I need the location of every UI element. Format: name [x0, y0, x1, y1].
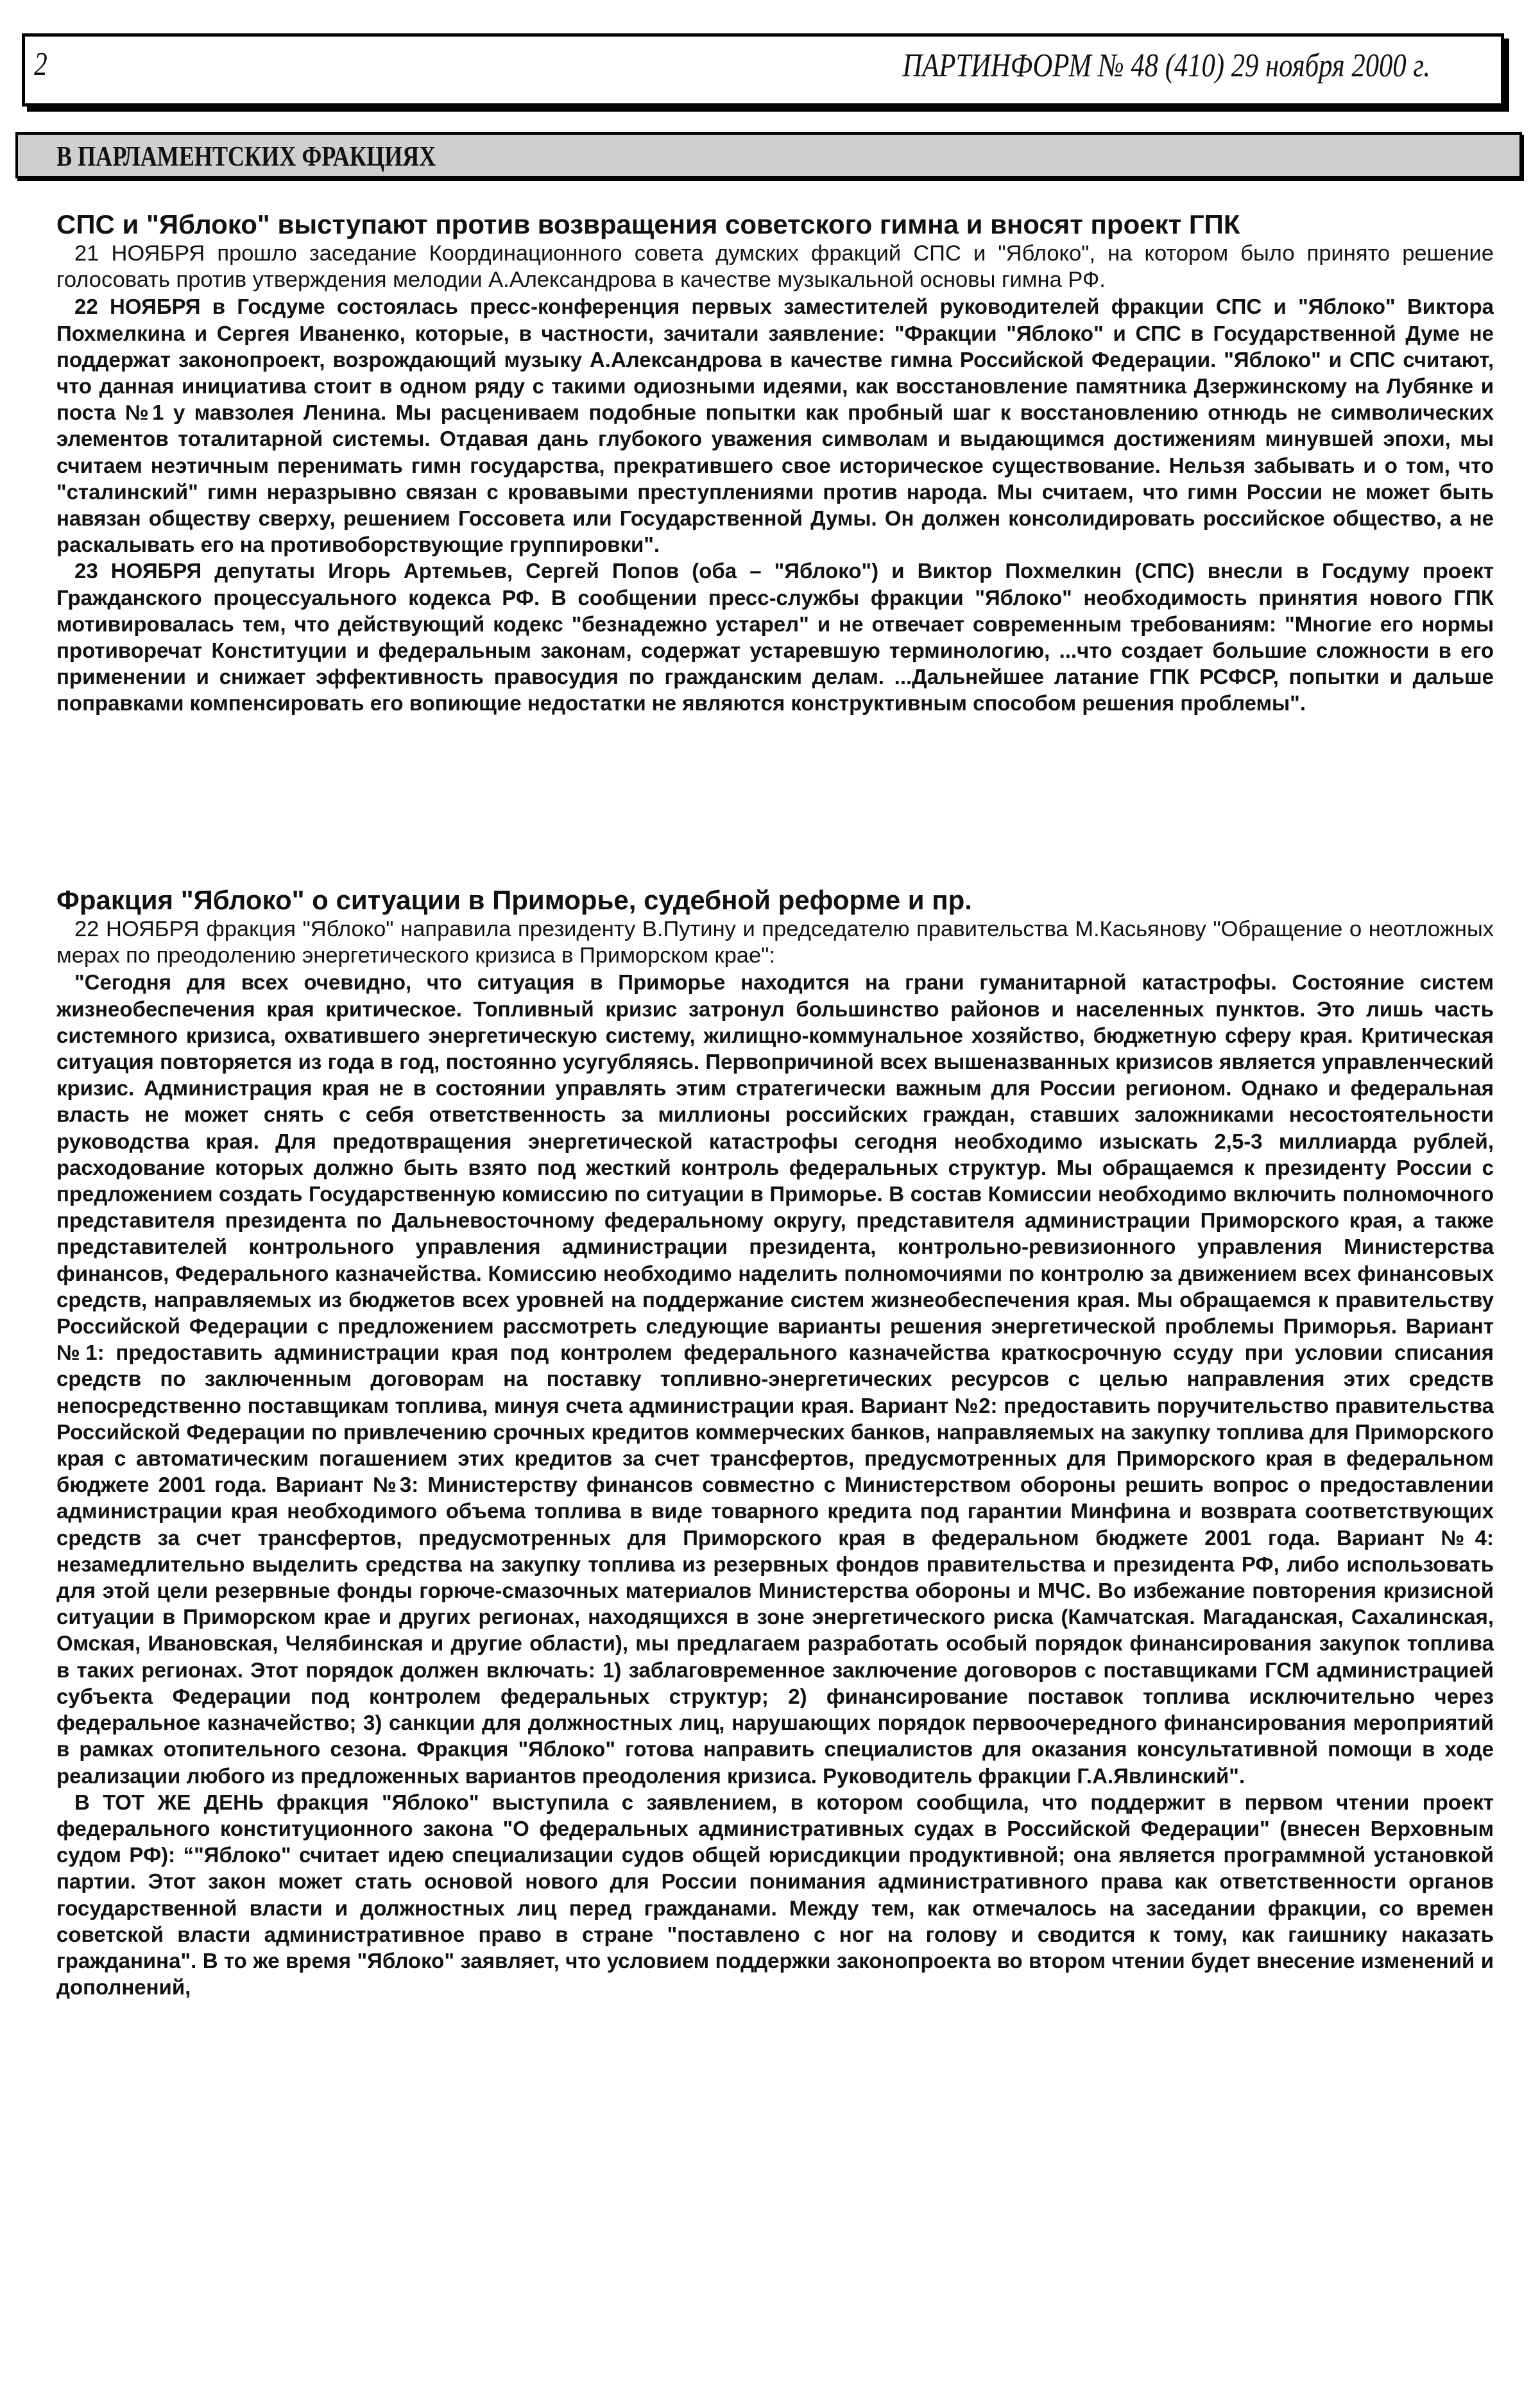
article-2-paragraph: "Сегодня для всех очевидно, что ситуация в Приморье находится на грани гуманитарной катастрофы. Состояние систем жизнеобеспечения края критическое. Топливный кризис затронул большинство районов и населенных пунктов. Это лишь часть системного кризиса, охватившего энергетическую систему, жилищно-коммунальное хозяйство, бюджетную сферу края. Критическая ситуация повторяется из года в год, постоянно усугубляясь. Первопричиной всех вышеназванных кризисов является управленческий кризис. Администрация края не в состоянии управлять этим стратегически важным для России регионом. Однако и федеральная власть не может снять с себя ответственность за миллионы российских граждан, ставших заложниками несостоятельности руководства края. Для предотвращения энергетической катастрофы сегодня необходимо изыскать 2,5-3 миллиарда рублей, расходование которых должно быть взято под жесткий контроль федеральных структур. Мы обращаемся к президенту России с предложением создать Государственную комиссию по ситуации в Приморье. В состав Комиссии необходимо включить полномочного представителя президента по Дальневосточному федеральному округу, представителя администрации Приморского края, а также представителей контрольного управления администрации президента, контрольно-ревизионного управления Министерства финансов, Федерального казначейства. Комиссию необходимо наделить полномочиями по контролю за движением всех финансовых средств, направляемых из бюджетов всех уровней на поддержание систем жизнеобеспечения края. Мы обращаемся к правительству Российской Федерации с предложением рассмотреть следующие варианты решения энергетической проблемы Приморья. Вариант №1: предоставить администрации края под контролем федерального казначейства краткосрочную ссуду при условии списания средств по заключенным договорам на поставку топливно-энергетических ресурсов с целью направления этих средств непосредственно поставщикам топлива, минуя счета администрации края. Вариант №2: предоставить поручительство правительства Российской Федерации по привлечению срочных кредитов коммерческих банков, направляемых на закупку топлива для Приморского края с автоматическим погашением этих кредитов за счет трансфертов, предусмотренных для Приморского края в федеральном бюджете 2001 года. Вариант №3: Министерству финансов совместно с Министерством обороны решить вопрос о предоставлении администрации края необходимого объема топлива в виде товарного кредита под гарантии Минфина и возврата соответствующих средств за счет трансфертов, предусмотренных для Приморского края в федеральном бюджете 2001 года. Вариант №4: незамедлительно выделить средства на закупку топлива из резервных фондов правительства и президента РФ, либо использовать для этой цели резервные фонды горюче-смазочных материалов Министерства обороны и МЧС. Во избежание повторения кризисной ситуации в Приморском крае и других регионах, находящихся в зоне энергетического риска (Камчатская. Магаданская, Сахалинская, Омская, Ивановская, Челябинская и другие области), мы предлагаем разработать особый порядок финансирования закупок топлива в таких регионах. Этот порядок должен включать: 1) заблаговременное заключение договоров с поставщиками ГСМ администрацией субъекта Федерации под контролем федеральных структур; 2) финансирование поставок топлива исключительно через федеральное казначейство; 3) санкции для должностных лиц, нарушающих порядок первоочередного финансирования мероприятий в рамках отопительного сезона. Фракция "Яблоко" готова направить специалистов для оказания консультативной помощи в ходе реализации любого из предложенных вариантов преодоления кризиса. Руководитель фракции Г.А.Явлинский".: [56, 970, 1494, 1788]
article-2-paragraph: 22 НОЯБРЯ фракция "Яблоко" направила президенту В.Путину и председателю правительства М.Касьянову "Обращение о неотложных мерах по преодолению энергетического кризиса в Приморском крае":: [56, 917, 1494, 968]
article-1-title: СПС и "Яблоко" выступают против возвращения советского гимна и вносят проект ГПК: [56, 209, 1240, 239]
article-1-paragraph: 23 НОЯБРЯ депутаты Игорь Артемьев, Сергей Попов (оба – "Яблоко") и Виктор Похмелкин (СПС) внесли в Госдуму проект Гражданского процессуального кодекса РФ. В сообщении пресс-службы фракции "Яблоко" необходимость принятия нового ГПК мотивировалась тем, что действующий кодекс "безнадежно устарел" и не отвечает современным требованиям: "Многие его нормы противоречат Конституции и федеральным законам, содержат устаревшую терминологию, ...что создает большие сложности в его применении и снижает эффективность правосудия по гражданским делам. ...Дальнейшее латание ГПК РСФСР, попытки и дальше поправками компенсировать его вопиющие недостатки не являются конструктивным способом решения проблемы".: [56, 559, 1494, 715]
article-1: [56, 209, 1494, 717]
article-1-paragraph: 21 НОЯБРЯ прошло заседание Координационного совета думских фракций СПС и "Яблоко", на котором было принято решение голосовать против утверждения мелодии А.Александрова в качестве музыкальной основы гимна РФ.: [56, 241, 1494, 293]
section-banner: [15, 132, 1522, 178]
article-2-title: Фракция "Яблоко" о ситуации в Приморье, судебной реформе и пр.: [56, 885, 972, 915]
article-2: [56, 884, 1494, 2000]
page-header: [22, 33, 1504, 107]
section-title: В ПАРЛАМЕНТСКИХ ФРАКЦИЯХ: [56, 141, 436, 172]
article-2-paragraph: В ТОТ ЖЕ ДЕНЬ фракция "Яблоко" выступила с заявлением, в котором сообщила, что поддержит в первом чтении проект федерального конституционного закона "О федеральных административных судах в Российской Федерации" (внесен Верховным судом РФ): “"Яблоко" считает идею специализации судов общей юрисдикции продуктивной; она является программной установкой партии. Этот закон может стать основой нового для России понимания административного права как ответственности органов государственной власти и должностных лиц перед гражданами. Между тем, как отмечалось на заседании фракции, со времен советской власти административное право в стране "поставлено с ног на голову и сводится к тому, как гаишнику наказать гражданина". В то же время "Яблоко" заявляет, что условием поддержки законопроекта во втором чтении будет внесение изменений и дополнений,: [56, 1790, 1494, 2000]
article-1-paragraph: 22 НОЯБРЯ в Госдуме состоялась пресс-конференция первых заместителей руководителей фракции СПС и "Яблоко" Виктора Похмелкина и Сергея Иваненко, которые, в частности, зачитали заявление: "Фракции "Яблоко" и СПС в Государственной Думе не поддержат законопроект, возрождающий музыку А.Александрова в качестве гимна Российской Федерации. "Яблоко" и СПС считают, что данная инициатива стоит в одном ряду с такими одиозными идеями, как восстановление памятника Дзержинскому на Лубянке и поста №1 у мавзолея Ленина. Мы расцениваем подобные попытки как пробный шаг к восстановлению отнюдь не символических элементов тоталитарной системы. Отдавая дань глубокого уважения символам и выдающимся достижениям минувшей эпохи, мы считаем неэтичным перенимать гимн государства, прекратившего свое историческое существование. Нельзя забывать и о том, что "сталинский" гимн неразрывно связан с кровавыми преступлениями против народа. Мы считаем, что гимн России не может быть навязан обществу сверху, решением Госсовета или Государственной Думы. Он должен консолидировать российское общество, а не раскалывать его на противоборствующие группировки".: [56, 295, 1494, 557]
page-number: 2: [34, 46, 47, 83]
publication-title: ПАРТИНФОРМ № 48 (410) 29 ноября 2000 г.: [902, 47, 1430, 84]
